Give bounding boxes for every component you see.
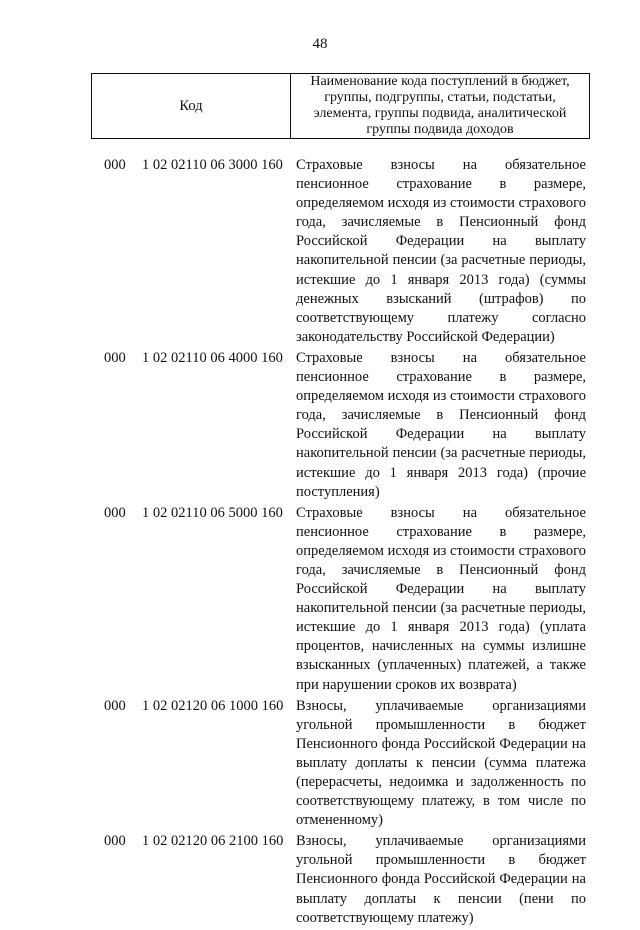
admin-code: 000 [104, 833, 126, 850]
income-description: Страховые взносы на обязательное пенсионное страхование в размере, определяемом исходя из стоимости страхового года, зачисляемые в Пенсионный фонд Российской Федерации на выплату накопительной пенсии (за расчетные периоды, истекшие до 1 января 2013 года) (прочие поступления) [296, 349, 586, 500]
income-code: 1 02 02120 06 2100 160 [142, 833, 284, 850]
admin-code: 000 [104, 349, 126, 366]
table-row [0, 156, 640, 347]
income-description: Страховые взносы на обязательное пенсионное страхование в размере, определяемом исходя из стоимости страхового года, зачисляемые в Пенсионный фонд Российской Федерации на выплату накопительной пенсии (за расчетные периоды, истекшие до 1 января 2013 года) (суммы денежных взысканий (штрафов) по соответствующему платежу согласно законодательству Российской Федерации) [296, 157, 586, 345]
admin-code: 000 [104, 157, 126, 173]
table-row [0, 349, 640, 502]
income-code: 1 02 02110 06 4000 160 [142, 349, 283, 366]
admin-code: 000 [104, 697, 126, 714]
code-column-header: Код [92, 74, 291, 138]
name-column-header: Наименование кода поступлений в бюджет, группы, подгруппы, статьи, подстатьи, элемента, группы подвида, аналитической группы подвида доходов [310, 74, 570, 137]
admin-code: 000 [104, 504, 126, 521]
income-code: 1 02 02120 06 1000 160 [142, 697, 284, 714]
table-body [0, 156, 640, 930]
table-row [0, 504, 640, 695]
income-description: Взносы, уплачиваемые организациями угольной промышленности в бюджет Пенсионного фонда Российской Федерации на выплату доплаты к пенсии (пени по соответствующему платежу) [296, 833, 586, 926]
table-row [0, 697, 640, 831]
page-number: 48 [312, 36, 328, 52]
income-description: Страховые взносы на обязательное пенсионное страхование в размере, определяемом исходя из стоимости страхового года, зачисляемые в Пенсионный фонд Российской Федерации на выплату накопительной пенсии (за расчетные периоды, истекшие до 1 января 2013 года) (уплата процентов, начисленных на суммы излишне взысканных (уплаченных) платежей, а также при нарушении сроков их возврата) [296, 504, 586, 693]
income-description: Взносы, уплачиваемые организациями угольной промышленности в бюджет Пенсионного фонда Российской Федерации на выплату доплаты к пенсии (сумма платежа (перерасчеты, недоимка и задолженность по соответствующему платежу, в том числе по отмененному) [296, 697, 586, 829]
income-code: 1 02 02110 06 3000 160 [142, 157, 283, 173]
table-row [0, 832, 640, 927]
table-header [91, 73, 590, 139]
income-code: 1 02 02110 06 5000 160 [142, 504, 283, 521]
